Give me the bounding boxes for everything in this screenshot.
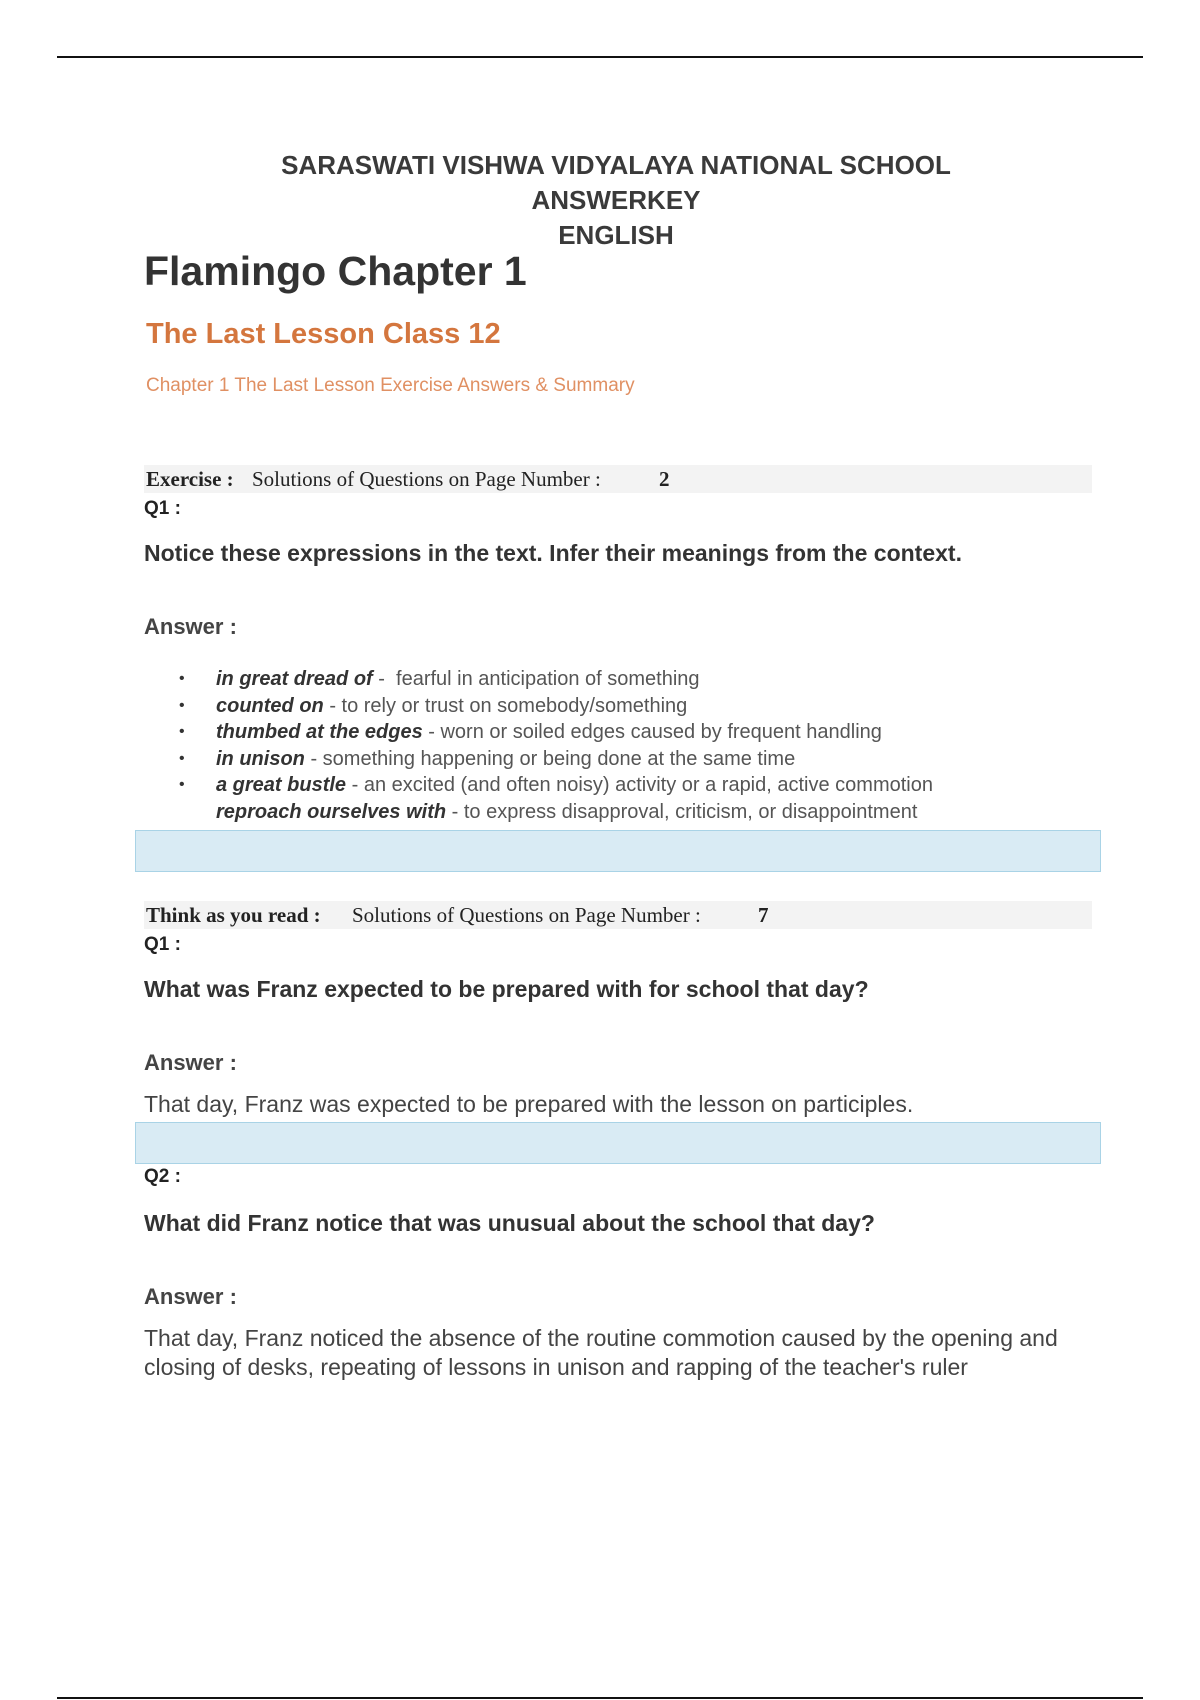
glossary-definition: - to rely or trust on somebody/something bbox=[323, 694, 688, 717]
question-text: Notice these expressions in the text. Infer their meanings from the context. bbox=[144, 540, 962, 566]
school-name: SARASWATI VISHWA VIDYALAYA NATIONAL SCHOOL bbox=[281, 150, 951, 180]
solutions-text: Solutions of Questions on Page Number : bbox=[252, 467, 601, 491]
bullet-icon: • bbox=[179, 723, 185, 740]
glossary-definition: - worn or soiled edges caused by frequent handling bbox=[422, 721, 882, 743]
bottom-rule bbox=[57, 1697, 1143, 1699]
school-header bbox=[0, 148, 1200, 253]
glossary-definition: - fearful in anticipation of something bbox=[372, 668, 700, 690]
answer-label: Answer : bbox=[144, 614, 237, 639]
glossary-term: counted on bbox=[216, 694, 324, 717]
answer-text: That day, Franz was expected to be prepared with the lesson on participles. bbox=[144, 1091, 914, 1117]
answer-label: Answer : bbox=[144, 1050, 237, 1075]
glossary-item bbox=[144, 746, 1124, 773]
section-label: Think as you read : bbox=[146, 903, 321, 927]
glossary-list bbox=[144, 666, 1124, 825]
glossary-item bbox=[144, 719, 1124, 746]
answer-label: Answer : bbox=[144, 1284, 237, 1309]
glossary-item bbox=[144, 772, 1124, 799]
glossary-term: in unison bbox=[216, 747, 305, 770]
glossary-definition: - something happening or being done at the same time bbox=[304, 747, 796, 770]
think-section-bar bbox=[144, 901, 1092, 929]
highlight-bar bbox=[135, 830, 1101, 872]
glossary-item bbox=[144, 799, 1124, 826]
chapter-tagline: Chapter 1 The Last Lesson Exercise Answers & Summary bbox=[146, 375, 635, 396]
glossary-term: thumbed at the edges bbox=[216, 721, 423, 743]
bullet-icon: • bbox=[179, 749, 185, 767]
bullet-icon: • bbox=[179, 696, 185, 714]
question-text: What was Franz expected to be prepared with for school that day? bbox=[144, 976, 869, 1002]
glossary-definition: - to express disapproval, criticism, or disappointment bbox=[446, 800, 918, 823]
page-number: 7 bbox=[758, 903, 769, 927]
glossary-term: reproach ourselves with bbox=[216, 800, 447, 823]
glossary-item bbox=[144, 666, 1124, 693]
solutions-text: Solutions of Questions on Page Number : bbox=[352, 903, 701, 927]
answer-text: That day, Franz noticed the absence of the routine commotion caused by the opening and closing of desks, repeating of lessons in unison and rapping of the teacher's ruler bbox=[144, 1325, 1058, 1380]
glossary-definition: - an excited (and often noisy) activity or a rapid, active commotion bbox=[346, 774, 933, 796]
chapter-subtitle: The Last Lesson Class 12 bbox=[146, 318, 501, 350]
answerkey-label: ANSWERKEY bbox=[531, 185, 701, 215]
question-text: What did Franz notice that was unusual about the school that day? bbox=[144, 1210, 875, 1236]
page-number: 2 bbox=[659, 467, 670, 491]
question-number: Q1 : bbox=[144, 498, 181, 519]
exercise-section-bar bbox=[144, 465, 1092, 493]
bullet-icon: • bbox=[179, 776, 185, 793]
question-number: Q2 : bbox=[144, 1166, 181, 1187]
page-title: Flamingo Chapter 1 bbox=[144, 248, 527, 294]
subject-label: ENGLISH bbox=[558, 220, 674, 250]
section-label: Exercise : bbox=[146, 467, 234, 491]
highlight-bar bbox=[135, 1122, 1101, 1164]
glossary-term: in great dread of bbox=[216, 668, 373, 690]
bullet-icon: • bbox=[179, 670, 185, 687]
top-rule bbox=[57, 56, 1143, 58]
glossary-term: a great bustle bbox=[216, 774, 347, 796]
question-number: Q1 : bbox=[144, 934, 181, 955]
glossary-item bbox=[144, 693, 1124, 720]
